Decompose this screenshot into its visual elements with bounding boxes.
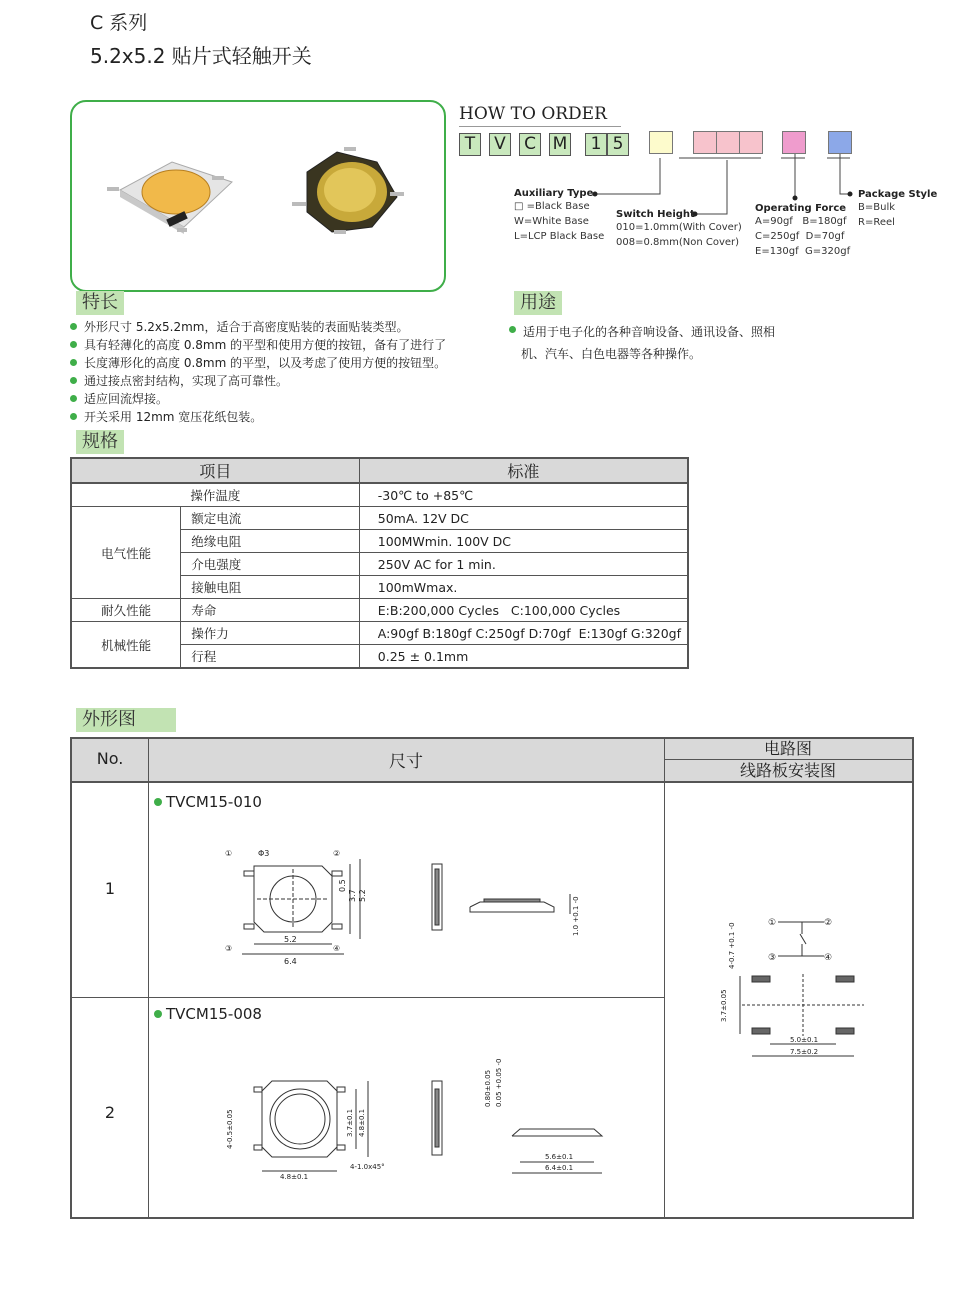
usage-text (509, 321, 775, 365)
order-code-char: 5 (607, 133, 629, 156)
pin-label: ③ (225, 944, 233, 953)
order-title-underline (459, 126, 621, 127)
product-photo (72, 102, 444, 290)
value-cell: 50mA. 12V DC (359, 507, 688, 530)
item-cell: 操作力 (181, 622, 359, 645)
list-item: 开关采用 12mm 宽压花纸包装。 (70, 408, 446, 426)
legend-item: B=Bulk (858, 202, 896, 213)
pin-label: ③ (768, 953, 777, 963)
usage-heading: 用途 (514, 291, 562, 315)
dim-label: 0.5 (338, 879, 347, 892)
col-item-header: 项目 (71, 458, 359, 483)
dim-label: Φ3 (258, 849, 270, 858)
dim-label: 3.7±0.1 (346, 1108, 354, 1137)
package-style-title: Package Style (858, 189, 938, 200)
pin-label: ① (225, 849, 233, 858)
item-cell: 额定电流 (181, 507, 359, 530)
actuator-circle (270, 1089, 330, 1149)
col-standard-header: 标准 (359, 458, 688, 483)
operating-force-title: Operating Force (755, 203, 847, 214)
dim-label: 5.0±0.1 (790, 1036, 819, 1044)
legend-item: A=90gf B=180gf (755, 216, 847, 227)
dim-label: 4-0.7 +0.1 -0 (728, 922, 736, 969)
operating-force-legend (755, 203, 850, 259)
dim-label: 3.7±0.05 (720, 989, 728, 1022)
features-heading: 特长 (76, 291, 124, 315)
col-pcb-header: 线路板安装图 (739, 761, 836, 780)
table-row (71, 483, 688, 507)
table-row (71, 622, 688, 645)
pin-label: ① (768, 918, 777, 928)
item-cell: 寿命 (181, 599, 359, 622)
list-item: 通过接点密封结构，实现了高可靠性。 (70, 372, 446, 390)
col-size-header: 尺寸 (389, 752, 423, 772)
page-title: 5.2x5.2 贴片式轻触开关 (90, 44, 312, 68)
how-to-order-title: HOW TO ORDER (459, 104, 607, 124)
product-photo-frame (70, 100, 446, 292)
value-cell: 0.25 ± 0.1mm (359, 645, 688, 669)
dim-label: 4.8±0.1 (280, 1173, 309, 1179)
group-cell: 机械性能 (71, 622, 181, 669)
value-cell: 250V AC for 1 min. (359, 553, 688, 576)
group-cell: 电气性能 (71, 507, 181, 599)
list-item: 长度薄形化的高度 0.8mm 的平型，以及考虑了使用方便的按钮型。 (70, 354, 446, 372)
dim-label: 4.8±0.1 (358, 1108, 366, 1137)
item-cell: 绝缘电阻 (181, 530, 359, 553)
tvcm15-010-drawing (222, 844, 622, 974)
dim-label: 0.80±0.05 (484, 1069, 492, 1107)
switch-height-title: Switch Height (616, 209, 695, 220)
package-style-legend (858, 189, 937, 230)
dim-label: 4-0.5±0.05 (226, 1109, 234, 1149)
table-row (71, 507, 688, 530)
auxiliary-type-legend (514, 188, 604, 244)
dim-label: 6.4 (284, 957, 297, 966)
order-code-char: C (519, 133, 541, 156)
order-code-char: V (489, 133, 511, 156)
tvcm15-008-drawing (222, 1059, 662, 1179)
order-code-char: M (549, 133, 571, 156)
pin-label: ④ (333, 944, 341, 953)
switch-height-legend (616, 209, 742, 250)
pin-label: ② (824, 918, 833, 928)
circuit-pcb-drawing (712, 904, 892, 1074)
pin-label: ④ (824, 953, 833, 963)
list-item: 外形尺寸 5.2x5.2mm，适合于高密度贴装的表面贴装类型。 (70, 318, 446, 336)
spec-heading: 规格 (76, 430, 124, 454)
legend-item: R=Reel (858, 217, 895, 228)
row-no: 1 (104, 879, 116, 898)
divider (148, 739, 149, 1217)
dim-label: 3.7 (348, 889, 357, 902)
outline-heading: 外形图 (76, 708, 176, 732)
divider (664, 739, 665, 1217)
value-cell: 100mWmax. (359, 576, 688, 599)
auxiliary-type-title: Auxiliary Type (514, 188, 594, 199)
item-cell: 行程 (181, 645, 359, 669)
list-item: 适应回流焊接。 (70, 390, 446, 408)
value-cell: -30℃ to +85℃ (359, 483, 688, 507)
dim-label: 1.0 +0.1 -0 (572, 896, 580, 936)
dim-label: 5.2 (358, 889, 367, 902)
item-cell: 操作温度 (71, 483, 359, 507)
black-switch-image (292, 147, 404, 234)
value-cell: E:B:200,000 Cycles C:100,000 Cycles (359, 599, 688, 622)
model-label: TVCM15-008 (154, 1005, 262, 1023)
order-code-char: T (459, 133, 481, 156)
legend-item: C=250gf D=70gf (755, 231, 845, 242)
item-cell: 接触电阻 (181, 576, 359, 599)
legend-item: W=White Base (514, 216, 589, 227)
series-label: C 系列 (90, 12, 148, 34)
usage-continuation: 机、汽车、白色电器等各种操作。 (521, 347, 702, 361)
value-cell: A:90gf B:180gf C:250gf D:70gf E:130gf G:320gf (359, 622, 688, 645)
list-item: 具有轻薄化的高度 0.8mm 的平型和使用方便的按钮，备有了进行了 (70, 336, 446, 354)
legend-item: 008=0.8mm(Non Cover) (616, 237, 740, 248)
list-item: 适用于电子化的各种音响设备、通讯设备、照相 (509, 321, 775, 343)
value-cell: 100MWmin. 100V DC (359, 530, 688, 553)
white-switch-image (107, 162, 232, 234)
col-no-header: No. (96, 749, 124, 768)
outline-table (70, 737, 914, 1219)
table-row (71, 599, 688, 622)
legend-item: L=LCP Black Base (514, 231, 605, 242)
switch-outline-top (262, 1081, 337, 1157)
col-circuit-header: 电路图 (763, 739, 812, 758)
model-label: TVCM15-010 (154, 793, 262, 811)
legend-item: 010=1.0mm(With Cover) (616, 222, 742, 233)
dim-label: 5.2 (284, 935, 297, 944)
item-cell: 介电强度 (181, 553, 359, 576)
dim-label: 5.6±0.1 (545, 1153, 574, 1161)
dim-label: 4-1.0x45° (350, 1163, 385, 1171)
divider (72, 781, 912, 783)
legend-item: E=130gf G=320gf (755, 246, 851, 257)
features-list (70, 318, 446, 426)
order-code-char: 1 (585, 133, 607, 156)
group-cell: 耐久性能 (71, 599, 181, 622)
row-no: 2 (104, 1103, 116, 1122)
dim-label: 6.4±0.1 (545, 1164, 574, 1172)
divider (72, 997, 664, 998)
legend-item: □ =Black Base (514, 201, 590, 212)
dim-label: 7.5±0.2 (790, 1048, 819, 1056)
pin-label: ② (333, 849, 341, 858)
table-header-row (71, 458, 688, 483)
dim-label: 0.05 +0.05 -0 (495, 1059, 503, 1107)
spec-table (70, 457, 689, 669)
